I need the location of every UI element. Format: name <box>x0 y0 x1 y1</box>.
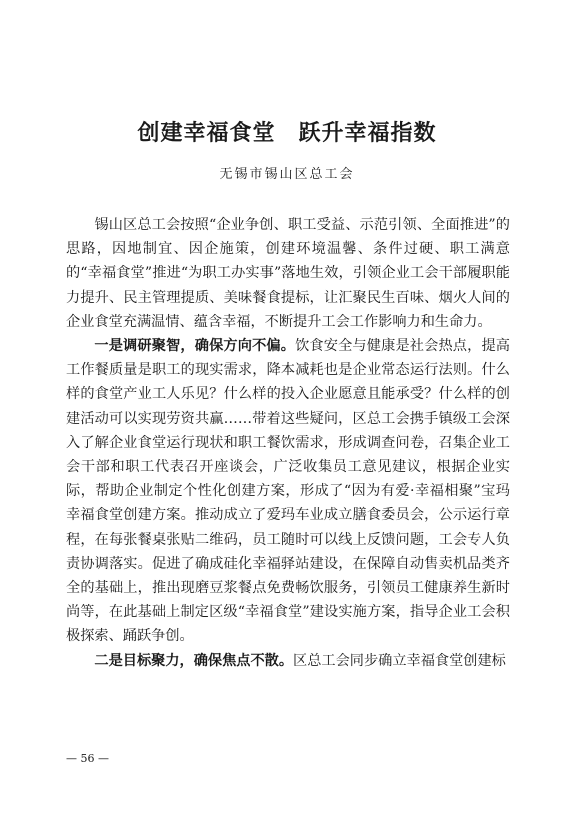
paragraph-research <box>66 334 510 649</box>
paragraph-text: 饮食安全与健康是社会热点，提高工作餐质量是职工的现实需求，降本减耗也是企业常态运行法则。什么样的食堂产业工人乐见？什么样的投入企业愿意且能承受？什么样的创建活动可以实现劳资共赢……带着这些疑问，区总工会携手镇级工会深入了解企业食堂运行现状和职工餐饮需求，形成调查问卷，召集企业工会干部和职工代表召开座谈会，广泛收集员工意见建议，根据企业实际，帮助企业制定个性化创建方案，形成了“因为有爱·幸福相聚”宝玛幸福食堂创建方案。推动成立了爱玛车业成立膳食委员会，公示运行章程，在每张餐桌张贴二维码，员工随时可以线上反馈问题，工会专人负责协调落实。促进了确成硅化幸福驿站建设，在保障自动售卖机品类齐全的基础上，推出现磨豆浆餐点免费畅饮服务，引领员工健康养生新时尚等，在此基础上制定区级“幸福食堂”建设实施方案，指导企业工会积极探索、踊跃争创。 <box>66 338 510 645</box>
paragraph-text: 区总工会同步确立幸福食堂创建标 <box>293 652 506 669</box>
article-title: 创建幸福食堂 跃升幸福指数 <box>137 120 437 146</box>
paragraph-lead: 一是调研聚智，确保方向不偏。 <box>94 338 296 355</box>
paragraph-intro <box>66 213 510 334</box>
paragraph-text: 锡山区总工会按照“企业争创、职工受益、示范引领、全面推进”的思路，因地制宜、因企施策，创建环境温馨、条件过硬、职工满意的“幸福食堂”推进“为职工办实事”落地生效，引领企业工会干部履职能力提升、民主管理提质、美味餐食提标，让汇聚民生百味、烟火人间的企业食堂充满温情、蕴含幸福，不断提升工会工作影响力和生命力。 <box>66 217 510 330</box>
article-author: 无锡市锡山区总工会 <box>219 167 355 182</box>
paragraph-lead: 二是目标聚力，确保焦点不散。 <box>94 652 294 669</box>
paragraph-goal <box>66 649 510 673</box>
article-body <box>66 213 510 673</box>
page-number: — 56 — <box>66 752 109 765</box>
